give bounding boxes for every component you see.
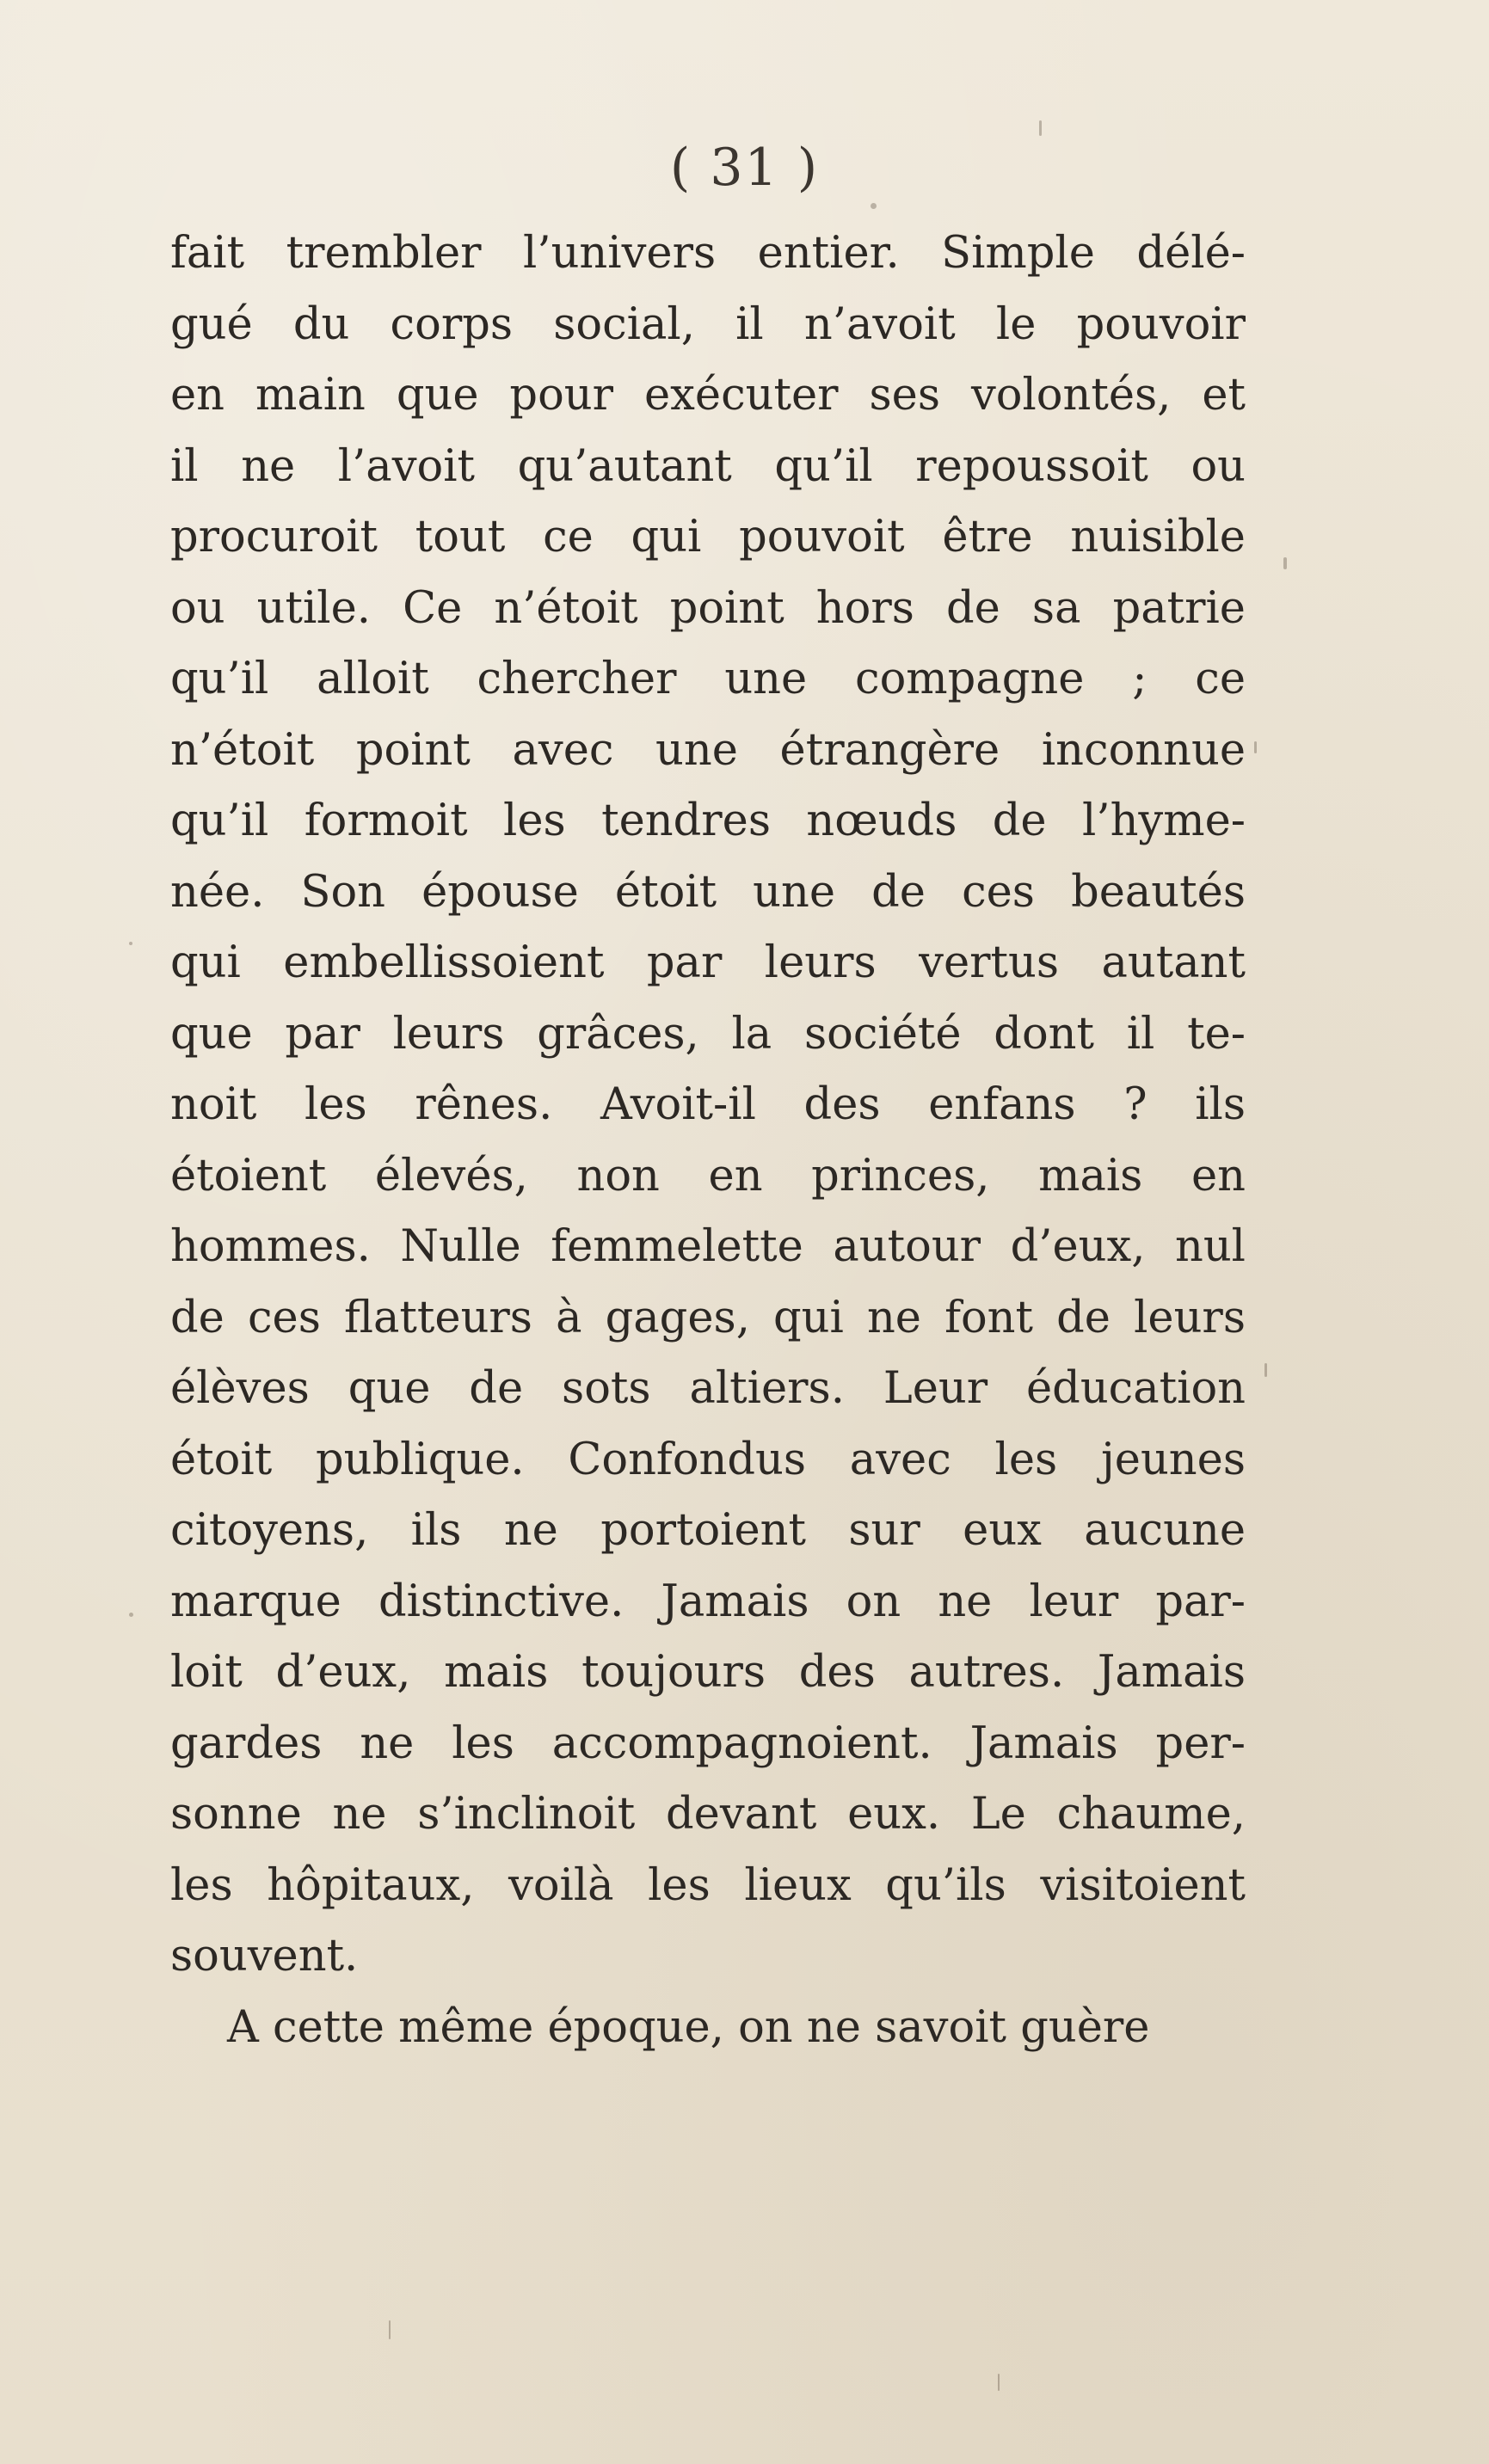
text-line: hommes. Nulle femmelette autour d’eux, nul bbox=[170, 1221, 1246, 1272]
text-line: sonne ne s’inclinoit devant eux. Le chaume, bbox=[170, 1789, 1246, 1840]
paper-speck bbox=[1264, 1363, 1267, 1377]
text-line: qu’il formoit les tendres nœuds de l’hyme- bbox=[170, 796, 1246, 846]
text-line: de ces flatteurs à gages, qui ne font de leurs bbox=[170, 1292, 1246, 1343]
paper-speck bbox=[1283, 557, 1287, 569]
paper-speck bbox=[871, 203, 877, 209]
text-line: fait trembler l’univers entier. Simple délé- bbox=[170, 228, 1246, 279]
text-line: citoyens, ils ne portoient sur eux aucune bbox=[170, 1505, 1246, 1556]
text-line: née. Son épouse étoit une de ces beautés bbox=[170, 866, 1246, 918]
paper-speck bbox=[129, 1613, 133, 1617]
paper-speck bbox=[1039, 120, 1042, 136]
paper-speck bbox=[998, 2374, 1000, 2391]
text-line: que par leurs grâces, la société dont il te- bbox=[170, 1008, 1246, 1060]
paper-speck bbox=[1254, 741, 1257, 753]
text-line: noit les rênes. Avoit-il des enfans ? ils bbox=[170, 1079, 1246, 1130]
paper-speck bbox=[389, 2320, 391, 2339]
text-line: il ne l’avoit qu’autant qu’il repoussoit ou bbox=[170, 440, 1246, 492]
text-line: étoient élevés, non en princes, mais en bbox=[170, 1150, 1246, 1201]
text-line: gardes ne les accompagnoient. Jamais per- bbox=[170, 1717, 1246, 1769]
paper-speck bbox=[129, 942, 132, 945]
text-line: les hôpitaux, voilà les lieux qu’ils visitoient bbox=[170, 1859, 1246, 1911]
text-line: souvent. bbox=[170, 1931, 359, 1982]
text-line: A cette même époque, on ne savoit guère bbox=[227, 2001, 1150, 2053]
text-line: élèves que de sots altiers. Leur éducation bbox=[170, 1363, 1246, 1414]
text-line: n’étoit point avec une étrangère inconnue bbox=[170, 724, 1246, 776]
text-line: étoit publique. Confondus avec les jeunes bbox=[170, 1434, 1246, 1485]
text-line: ou utile. Ce n’étoit point hors de sa patrie bbox=[170, 582, 1246, 634]
body-text bbox=[170, 218, 1246, 2063]
text-line: qui embellissoient par leurs vertus autant bbox=[170, 937, 1246, 988]
text-line: qu’il alloit chercher une compagne ; ce bbox=[170, 654, 1246, 704]
text-line: gué du corps social, il n’avoit le pouvoir bbox=[170, 298, 1246, 350]
text-line: marque distinctive. Jamais on ne leur par- bbox=[170, 1576, 1246, 1627]
page-number: ( 31 ) bbox=[669, 138, 820, 198]
text-line: procuroit tout ce qui pouvoit être nuisible bbox=[170, 512, 1246, 562]
text-line: loit d’eux, mais toujours des autres. Jamais bbox=[170, 1647, 1246, 1698]
text-line: en main que pour exécuter ses volontés, et bbox=[170, 370, 1246, 421]
